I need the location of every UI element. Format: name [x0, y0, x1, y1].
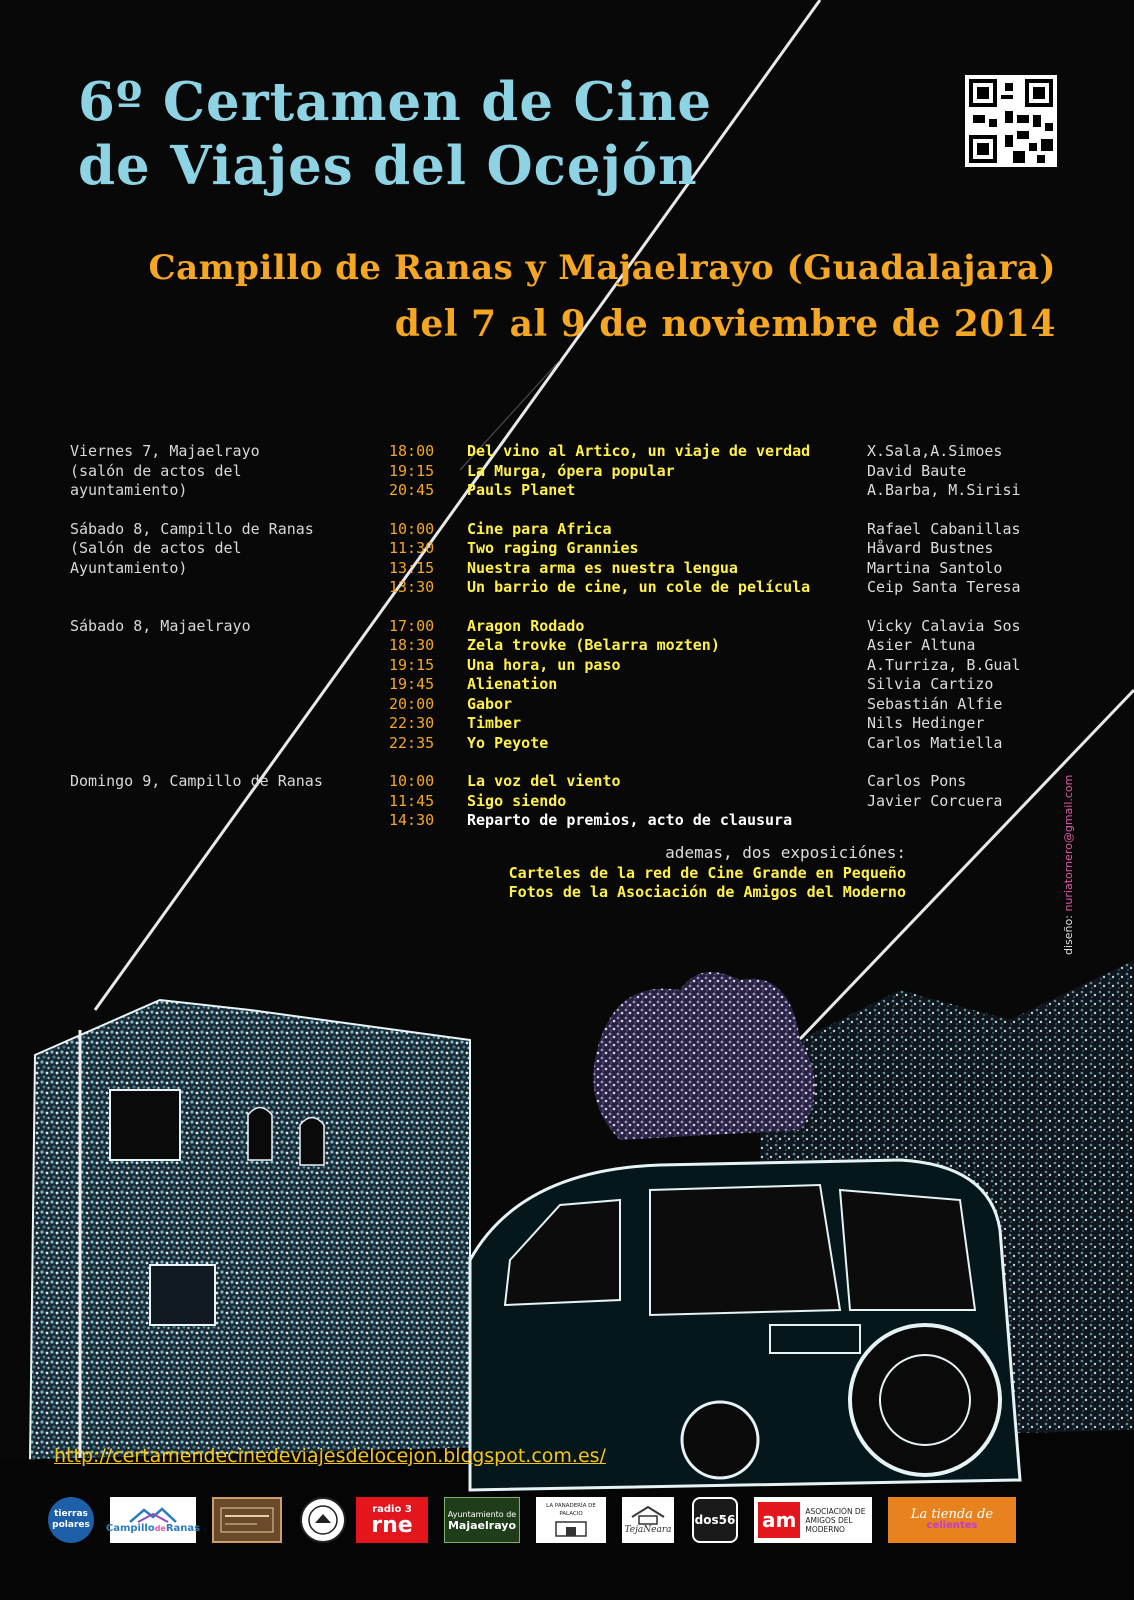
screening-row — [70, 811, 1050, 831]
film-title: Gabor — [467, 694, 513, 713]
film-director: Carlos Pons — [867, 772, 967, 790]
screening-time: 14:30 — [389, 811, 435, 829]
screening-time: 13:30 — [389, 578, 435, 596]
campillo-mountain-icon — [128, 1507, 178, 1523]
logo-campillo-text-c: Ranas — [165, 1522, 201, 1534]
film-director: Carlos Matiella — [867, 733, 1003, 752]
screening-row — [70, 636, 1050, 656]
screening-time: 22:30 — [389, 714, 435, 732]
logo-radio3-text: radio 3 — [372, 1503, 412, 1515]
film-director: Håvard Bustnes — [867, 539, 994, 557]
screening-time: 18:30 — [389, 636, 435, 654]
venue-line: Ayuntamiento) — [70, 558, 188, 577]
venue-line: Sábado 8, Campillo de Ranas — [70, 519, 314, 538]
film-title: Aragon Rodado — [467, 616, 585, 635]
screening-time: 13:15 — [389, 558, 435, 577]
screening-row — [70, 772, 1050, 792]
screening-time: 11:45 — [389, 791, 435, 810]
logo-am-mark: am — [758, 1502, 800, 1538]
film-title: Nuestra arma es nuestra lengua — [467, 558, 738, 577]
title-line-1: 6º Certamen de Cine — [78, 71, 713, 133]
screening-row — [70, 734, 1050, 754]
seal-icon — [306, 1503, 340, 1537]
film-director: Nils Hedinger — [867, 714, 985, 732]
film-title: Cine para Africa — [467, 519, 612, 538]
film-director: Martina Santolo — [867, 558, 1003, 577]
screening-time: 20:45 — [389, 481, 435, 499]
venue-line: (salón de actos del — [70, 461, 242, 480]
dates-text: del 7 al 9 de noviembre de 2014 — [394, 303, 1056, 345]
schedule-day-sunday — [70, 772, 1050, 831]
logo-la-tienda-de-celientes[interactable] — [888, 1497, 1016, 1543]
logo-ayuntamiento-text: Ayuntamiento de — [447, 1510, 517, 1519]
film-title: Alienation — [467, 675, 558, 693]
logo-panaderia-palacio[interactable] — [536, 1497, 606, 1543]
house-roof-icon — [629, 1505, 667, 1525]
logo-dos56[interactable] — [692, 1497, 738, 1543]
logo-casa-rural[interactable] — [212, 1497, 282, 1543]
location-dates — [149, 240, 1056, 352]
logo-rne-text: rne — [371, 1512, 413, 1538]
design-credit — [1062, 775, 1075, 955]
screening-row — [70, 792, 1050, 812]
screening-row — [70, 675, 1050, 695]
schedule-day-saturday-majaelrayo — [70, 617, 1050, 754]
film-title: Yo Peyote — [467, 733, 549, 752]
screening-time: 19:15 — [389, 655, 435, 674]
venue-line: Domingo 9, Campillo de Ranas — [70, 772, 323, 790]
sponsor-logos — [48, 1497, 1048, 1547]
logo-dos56-text: dos56 — [694, 1512, 736, 1527]
logo-ayuntamiento-majaelrayo[interactable] — [444, 1497, 520, 1543]
schedule-day-saturday-campillo — [70, 520, 1050, 598]
logo-celientes-text: celientes — [926, 1520, 978, 1531]
venue-line: Viernes 7, Majaelrayo — [70, 442, 260, 460]
film-director: Sebastián Alfie — [867, 694, 1003, 713]
logo-campillo-text-a: Campillo — [105, 1522, 155, 1534]
film-title: Un barrio de cine, un cole de película — [467, 578, 811, 596]
blog-link[interactable]: http://certamendecinedeviajesdelocejon.blogspot.com.es/ — [54, 1445, 606, 1467]
schedule-day-friday — [70, 442, 1050, 501]
logo-campillo-de-ranas[interactable] — [105, 1497, 201, 1543]
screening-row — [70, 714, 1050, 734]
screening-row — [70, 559, 1050, 579]
screening-time: 19:45 — [389, 675, 435, 693]
screening-time: 19:15 — [389, 461, 435, 480]
venue-line: ayuntamiento) — [70, 481, 188, 499]
screening-row — [70, 539, 1050, 559]
logo-casas-rurales-seal[interactable] — [300, 1497, 346, 1543]
exhibitions-heading: ademas, dos exposiciónes: — [665, 843, 906, 862]
logo-campillo-text-b: de — [154, 1523, 166, 1533]
screening-time: 22:35 — [389, 733, 435, 752]
logo-am-text: ASOCIACIÓN DE AMIGOS DEL MODERNO — [805, 1506, 866, 1534]
film-title: Timber — [467, 714, 522, 732]
location-text: Campillo de Ranas y Majaelrayo (Guadalajara) — [148, 248, 1056, 288]
screening-row — [70, 462, 1050, 482]
logo-tienda-text: La tienda de — [910, 1507, 994, 1522]
screening-time: 10:00 — [389, 519, 435, 538]
film-title: Sigo siendo — [467, 791, 567, 810]
poster-title — [78, 70, 712, 198]
screening-time: 18:00 — [389, 442, 435, 460]
screening-row — [70, 578, 1050, 598]
logo-panaderia-text: LA PANADERÍA DE PALACIO — [546, 1503, 596, 1517]
film-title: La voz del viento — [467, 772, 621, 790]
title-line-2: de Viajes del Ocejón — [78, 135, 698, 197]
logo-tejaneara[interactable] — [622, 1497, 674, 1543]
screening-time: 17:00 — [389, 616, 435, 635]
screening-row — [70, 481, 1050, 501]
film-director: Asier Altuna — [867, 636, 976, 654]
exhibitions — [446, 843, 906, 903]
schedule — [70, 442, 1050, 850]
exhibition-item: Carteles de la red de Cine Grande en Pequeño — [508, 863, 906, 882]
film-director: X.Sala,A.Simoes — [867, 442, 1003, 460]
venue-line: Sábado 8, Majaelrayo — [70, 616, 251, 635]
film-title: Una hora, un paso — [467, 655, 621, 674]
film-director: Rafael Cabanillas — [867, 519, 1021, 538]
closing-ceremony: Reparto de premios, acto de clausura — [467, 811, 793, 829]
logo-majaelrayo-text: Majaelrayo — [447, 1519, 517, 1532]
screening-time: 11:30 — [389, 539, 435, 557]
film-title: Del vino al Artico, un viaje de verdad — [467, 442, 811, 460]
film-director: Vicky Calavia Sos — [867, 616, 1021, 635]
venue-line: (Salón de actos del — [70, 539, 242, 557]
logo-tierras-polares[interactable] — [48, 1497, 94, 1543]
logo-tierras-polares-text: tierras polares — [52, 1509, 90, 1530]
screening-row — [70, 617, 1050, 637]
film-director: A.Turriza, B.Gual — [867, 655, 1021, 674]
bakery-building-icon — [546, 1518, 596, 1538]
screening-time: 10:00 — [389, 772, 435, 790]
film-title: La Murga, ópera popular — [467, 461, 675, 480]
casa-rural-emblem-icon — [217, 1502, 277, 1538]
design-credit-label: diseño: — [1062, 911, 1075, 955]
exhibition-item: Fotos de la Asociación de Amigos del Moderno — [508, 883, 906, 901]
screening-row — [70, 442, 1050, 462]
qr-code-icon — [965, 75, 1057, 167]
design-credit-email[interactable]: nuriatornero@gmail.com — [1062, 774, 1075, 912]
screening-row — [70, 520, 1050, 540]
screening-row — [70, 695, 1050, 715]
qr-code[interactable] — [965, 75, 1057, 167]
film-director: Javier Corcuera — [867, 791, 1003, 810]
screening-row — [70, 656, 1050, 676]
film-director: David Baute — [867, 461, 967, 480]
screening-time: 20:00 — [389, 694, 435, 713]
film-title: Zela trovke (Belarra mozten) — [467, 636, 720, 654]
film-director: A.Barba, M.Sirisi — [867, 481, 1021, 499]
logo-tejaneara-text: TejaNeara — [624, 1524, 672, 1535]
film-director: Silvia Cartizo — [867, 675, 994, 693]
film-title: Pauls Planet — [467, 481, 576, 499]
logo-amigos-del-moderno[interactable] — [754, 1497, 872, 1543]
film-director: Ceip Santa Teresa — [867, 578, 1021, 596]
logo-radio3-rne[interactable] — [356, 1497, 428, 1543]
film-title: Two raging Grannies — [467, 539, 639, 557]
